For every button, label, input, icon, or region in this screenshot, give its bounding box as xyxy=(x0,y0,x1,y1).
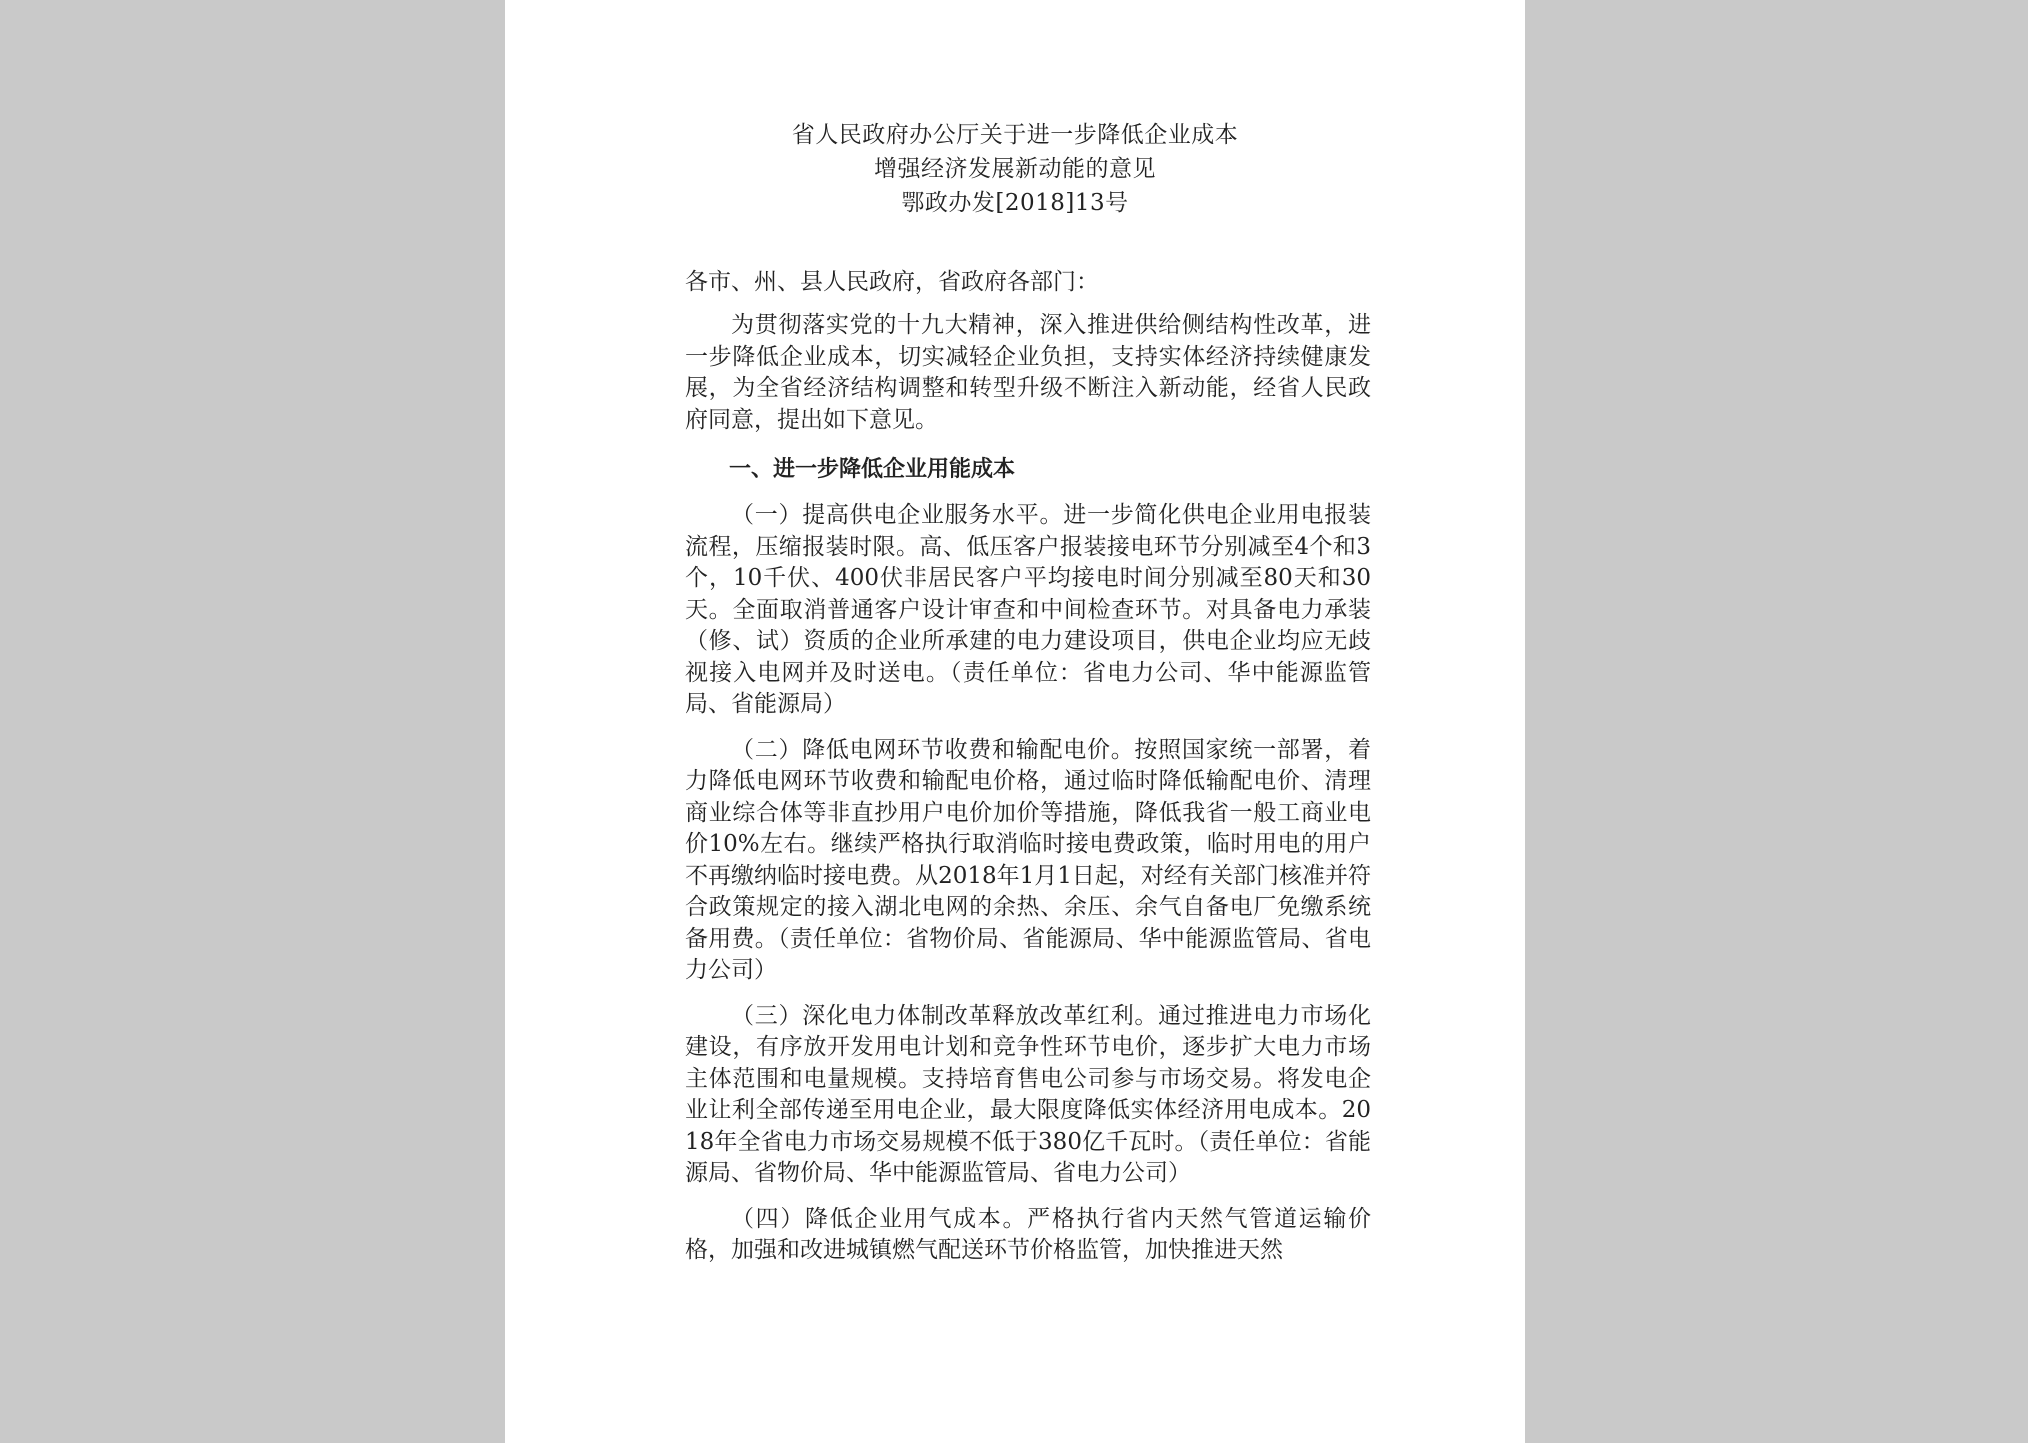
paragraph-item-3: （三）深化电力体制改革释放改革红利。通过推进电力市场化建设，有序放开发用电计划和竞争性环节电价，逐步扩大电力市场主体范围和电量规模。支持培育售电公司参与市场交易。将发电企业让利全部传递至用电企业，最大限度降低实体经济用电成本。2018年全省电力市场交易规模不低于380亿千瓦时。（责任单位：省能源局、省物价局、华中能源监管局、省电力公司） xyxy=(685,1002,1371,1186)
document-number: 鄂政办发[2018]13号 xyxy=(901,190,1129,216)
document-page xyxy=(505,0,1525,1443)
title-line-1: 省人民政府办公厅关于进一步降低企业成本 xyxy=(791,122,1239,148)
document-title xyxy=(505,118,1525,220)
salutation: 各市、州、县人民政府，省政府各部门： xyxy=(685,269,1099,295)
title-line-2: 增强经济发展新动能的意见 xyxy=(874,156,1156,182)
paragraph-item-1: （一）提高供电企业服务水平。进一步简化供电企业用电报装流程，压缩报装时限。高、低压客户报装接电环节分别减至4个和3个，10千伏、400伏非居民客户平均接电时间分别减至80天和30天。全面取消普通客户设计审查和中间检查环节。对具备电力承装（修、试）资质的企业所承建的电力建设项目，供电企业均应无歧视接入电网并及时送电。（责任单位：省电力公司、华中能源监管局、省能源局） xyxy=(685,502,1371,717)
paragraph-item-4: （四）降低企业用气成本。严格执行省内天然气管道运输价格，加强和改进城镇燃气配送环节价格监管，加快推进天然 xyxy=(685,1205,1371,1263)
paragraph-item-2: （二）降低电网环节收费和输配电价。按照国家统一部署，着力降低电网环节收费和输配电价格，通过临时降低输配电价、清理商业综合体等非直抄用户电价加价等措施，降低我省一般工商业电价10%左右。继续严格执行取消临时接电费政策，临时用电的用户不再缴纳临时接电费。从2018年1月1日起，对经有关部门核准并符合政策规定的接入湖北电网的余热、余压、余气自备电厂免缴系统备用费。（责任单位：省物价局、省能源局、华中能源监管局、省电力公司） xyxy=(685,736,1371,983)
section-heading: 一、进一步降低企业用能成本 xyxy=(729,457,1016,482)
document-body xyxy=(685,262,1371,1281)
intro-paragraph: 为贯彻落实党的十九大精神，深入推进供给侧结构性改革，进一步降低企业成本，切实减轻企业负担，支持实体经济持续健康发展，为全省经济结构调整和转型升级不断注入新动能，经省人民政府同意，提出如下意见。 xyxy=(685,312,1371,433)
